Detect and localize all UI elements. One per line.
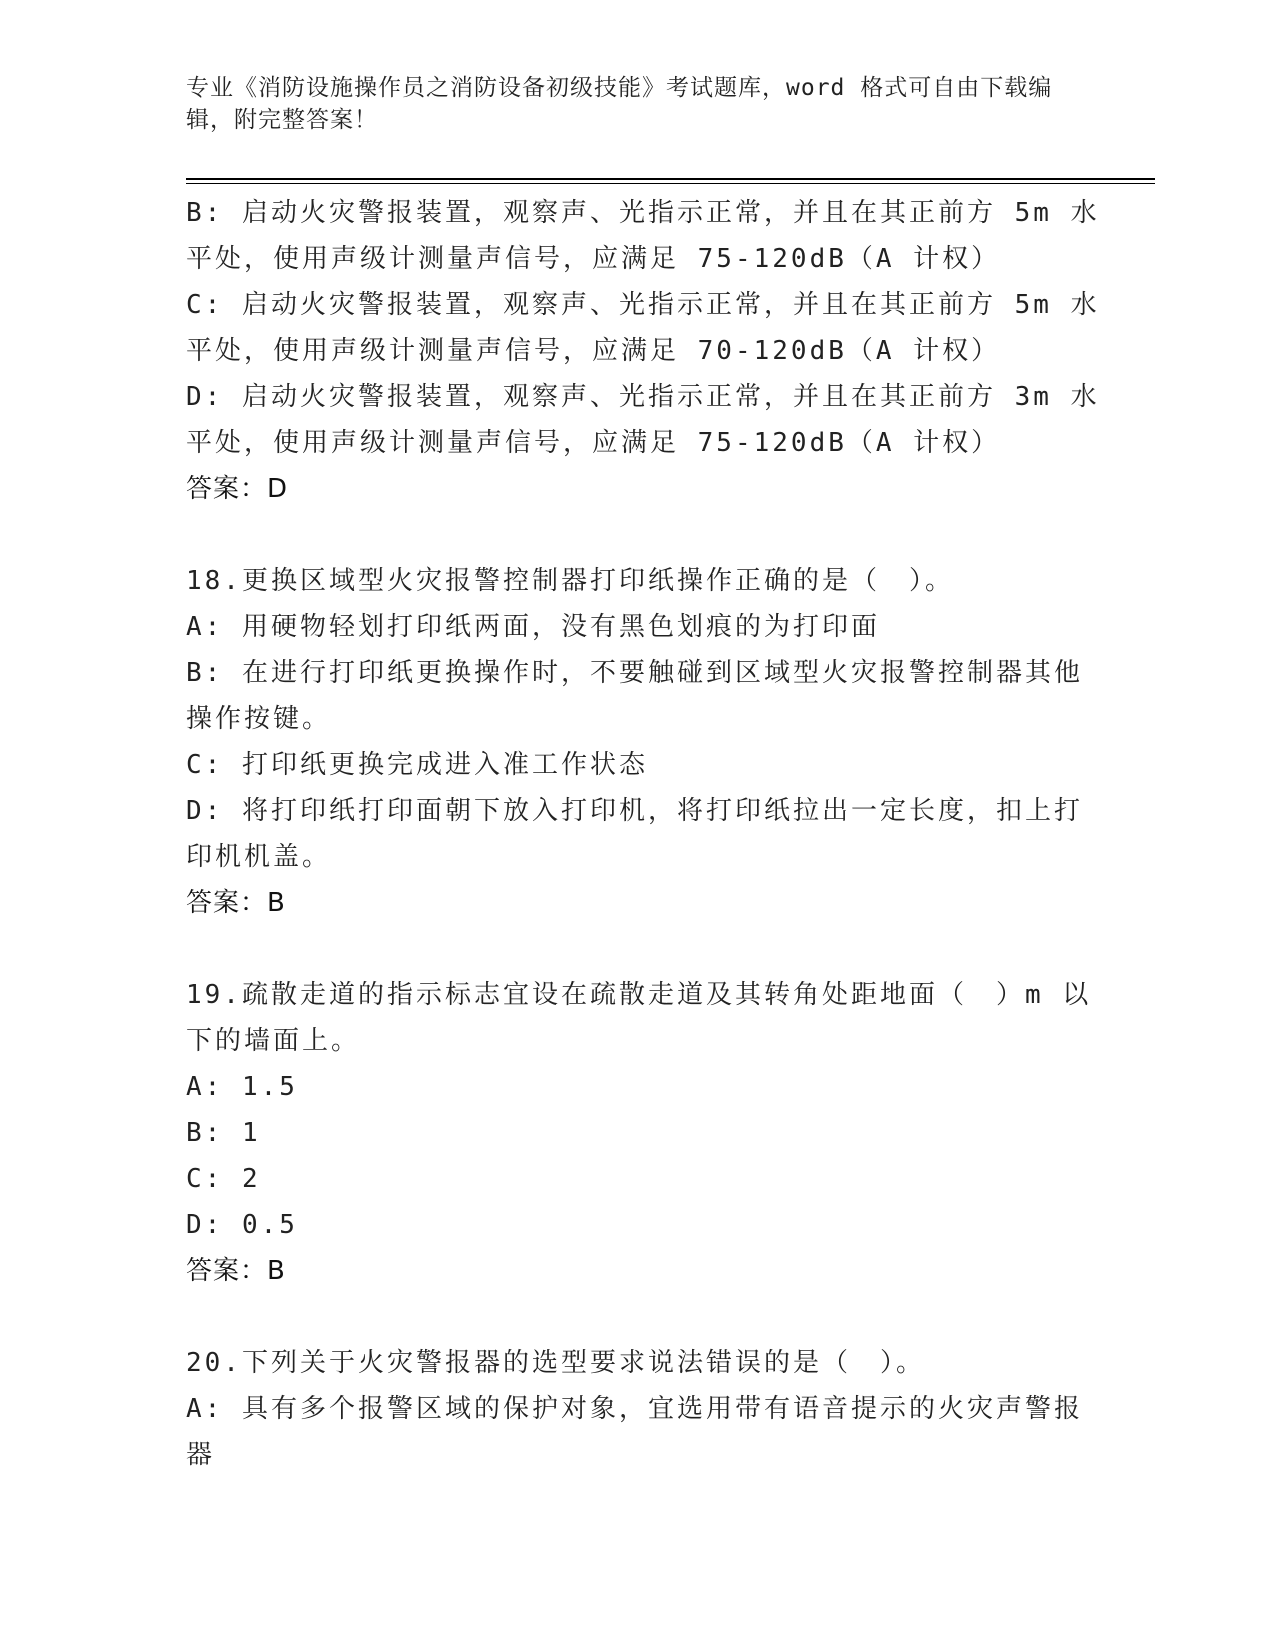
page-header — [186, 72, 1086, 136]
header-line-2: 辑，附完整答案！ — [186, 107, 378, 133]
q18-stem: 18.更换区域型火灾报警控制器打印纸操作正确的是（ ）。 — [186, 566, 954, 596]
q17-option-c-line-1: C: 启动火灾警报装置，观察声、光指示正常，并且在其正前方 5m 水 — [186, 290, 1100, 320]
q19-option-a: A: 1.5 — [186, 1072, 298, 1102]
question-17-tail — [186, 190, 1100, 512]
q17-answer: 答案：D — [186, 474, 289, 504]
header-divider-thick — [186, 178, 1155, 180]
q19-option-b: B: 1 — [186, 1118, 261, 1148]
q17-option-c-line-2: 平处，使用声级计测量声信号，应满足 70-120dB（A 计权） — [186, 336, 1001, 366]
q18-option-d-line-2: 印机机盖。 — [186, 842, 332, 872]
q18-option-b-line-1: B: 在进行打印纸更换操作时，不要触碰到区域型火灾报警控制器其他 — [186, 658, 1083, 688]
q19-option-d: D: 0.5 — [186, 1210, 298, 1240]
q18-option-d-line-1: D: 将打印纸打印面朝下放入打印机，将打印纸拉出一定长度，扣上打 — [186, 796, 1083, 826]
header-divider-thin — [186, 183, 1155, 184]
q17-option-b-line-2: 平处，使用声级计测量声信号，应满足 75-120dB（A 计权） — [186, 244, 1001, 274]
q18-option-c: C: 打印纸更换完成进入准工作状态 — [186, 750, 648, 780]
q20-stem: 20.下列关于火灾警报器的选型要求说法错误的是（ ）。 — [186, 1348, 925, 1378]
question-19 — [186, 972, 1092, 1294]
q17-option-d-line-2: 平处，使用声级计测量声信号，应满足 75-120dB（A 计权） — [186, 428, 1001, 458]
q17-option-d-line-1: D: 启动火灾警报装置，观察声、光指示正常，并且在其正前方 3m 水 — [186, 382, 1100, 412]
q20-option-a-line-1: A: 具有多个报警区域的保护对象，宜选用带有语音提示的火灾声警报 — [186, 1394, 1083, 1424]
q19-option-c: C: 2 — [186, 1164, 261, 1194]
document-body — [186, 190, 1100, 1478]
question-18 — [186, 558, 1086, 926]
q19-stem-line-1: 19.疏散走道的指示标志宜设在疏散走道及其转角处距地面（ ）m 以 — [186, 980, 1092, 1010]
spacer — [186, 926, 1086, 972]
q20-option-a-line-2: 器 — [186, 1440, 216, 1470]
question-20 — [186, 1340, 1086, 1478]
q17-option-b-line-1: B: 启动火灾警报装置，观察声、光指示正常，并且在其正前方 5m 水 — [186, 198, 1100, 228]
spacer — [186, 512, 1086, 558]
q18-option-b-line-2: 操作按键。 — [186, 704, 332, 734]
q19-stem-line-2: 下的墙面上。 — [186, 1026, 361, 1056]
q18-option-a: A: 用硬物轻划打印纸两面，没有黑色划痕的为打印面 — [186, 612, 880, 642]
q19-answer: 答案：B — [186, 1256, 286, 1286]
q18-answer: 答案：B — [186, 888, 286, 918]
header-line-1: 专业《消防设施操作员之消防设备初级技能》考试题库，word 格式可自由下载编 — [186, 75, 1053, 101]
spacer — [186, 1294, 1086, 1340]
